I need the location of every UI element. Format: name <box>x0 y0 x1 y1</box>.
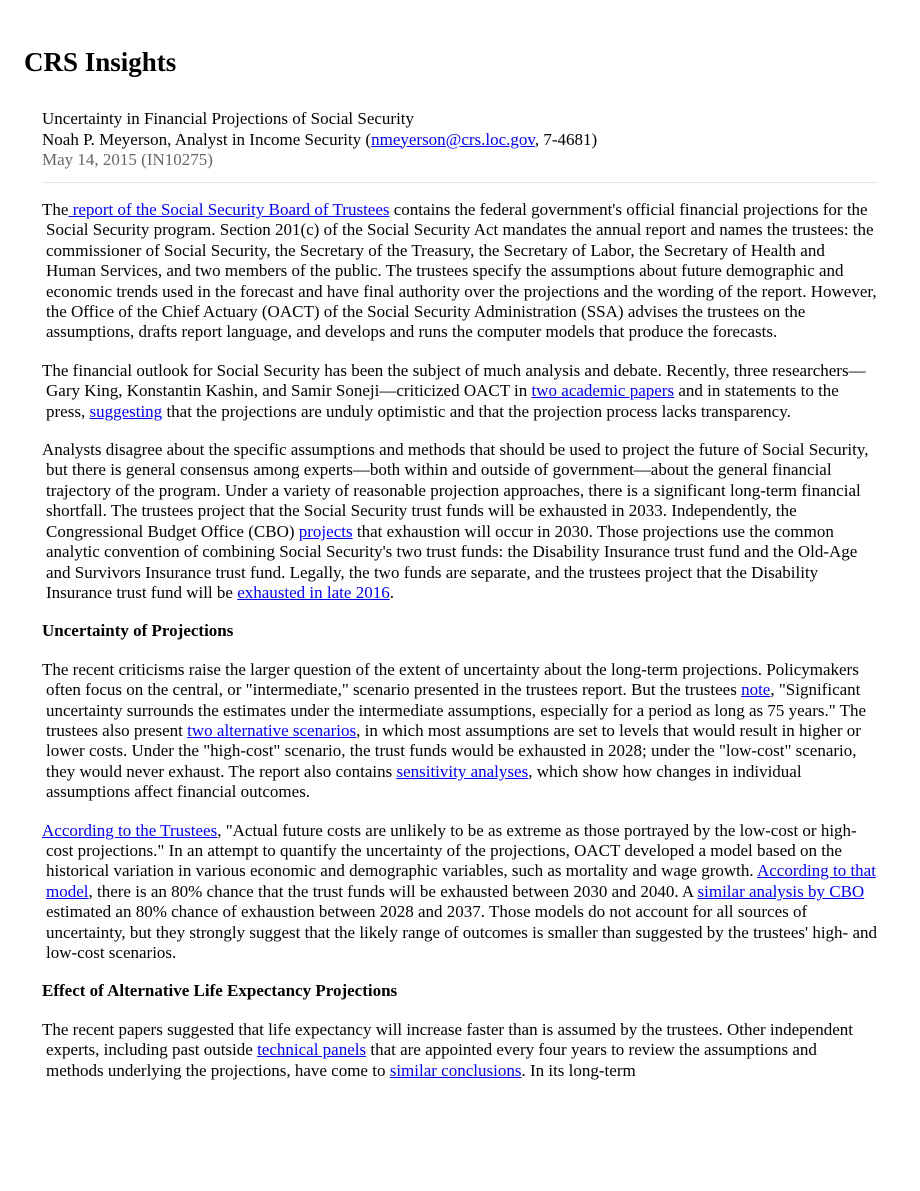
text: that are appointed every four years to review the assumptions and methods underlying the projections, have come to <box>46 1040 817 1080</box>
text: , there is an 80% chance that the trust funds will be exhausted between 2030 and 2040. A <box>88 881 698 901</box>
author-email-link[interactable]: nmeyerson@crs.loc.gov <box>371 129 535 149</box>
article-body <box>42 200 878 1099</box>
link-exhausted-late-2016[interactable]: exhausted in late 2016 <box>237 582 390 602</box>
link-trustees-report[interactable]: report of the Social Security Board of Trustees <box>68 200 390 219</box>
link-technical-panels[interactable]: technical panels <box>257 1040 367 1060</box>
text: Analysts disagree about the specific assumptions and methods that should be used to project the future of Social Security, but there is general consensus among experts—both within and outside of government—about the general financial trajectory of the program. Under a variety of reasonable projection approaches, there is a significant long-term financial shortfall. The trustees project that the Social Security trust funds will be exhausted in 2033. Independently, the Congressional Budget Office (CBO) <box>42 440 869 541</box>
link-two-academic-papers[interactable]: two academic papers <box>531 381 675 401</box>
paragraph-recent-criticisms <box>42 660 878 803</box>
text: , "Actual future costs are unlikely to be as extreme as those portrayed by the low-cost or high-cost projections." In an attempt to quantify the uncertainty of the projections, OACT developed a model based on the historical variation in various economic and demographic variables, such as mortality and wage growth. <box>46 820 857 881</box>
link-according-to-model[interactable]: According to that model <box>46 861 876 901</box>
section-heading-uncertainty: Uncertainty of Projections <box>42 621 234 641</box>
link-sensitivity-analyses[interactable]: sensitivity analyses <box>396 761 529 781</box>
article-header <box>42 109 878 171</box>
text: The recent papers suggested that life expectancy will increase faster than is assumed by the trustees. Other independent experts, including past outside <box>42 1019 853 1060</box>
paragraph-financial-outlook <box>42 361 878 422</box>
text: , "Significant uncertainty surrounds the estimates under the intermediate assumptions, especially for a period as long as 75 years." The trustees also present <box>46 680 867 740</box>
header-divider <box>42 182 878 183</box>
paragraph-life-expectancy <box>42 1020 878 1081</box>
link-similar-analysis-cbo[interactable]: similar analysis by CBO <box>697 881 865 901</box>
text: estimated an 80% chance of exhaustion between 2028 and 2037. Those models do not account for all sources of uncertainty, but they strongly suggest that the likely range of outcomes is smaller than suggested by the trustees' high- and low-cost scenarios. <box>46 902 877 962</box>
link-suggesting[interactable]: suggesting <box>89 401 163 421</box>
text: that the projections are unduly optimistic and that the projection process lacks transparency. <box>162 401 791 421</box>
author-name: Noah P. Meyerson, Analyst in Income Security ( <box>42 129 372 149</box>
link-projects[interactable]: projects <box>298 521 353 541</box>
paragraph-trustees-report <box>42 200 878 343</box>
paragraph-according-to-trustees <box>42 821 878 964</box>
text: contains the federal government's official financial projections for the Social Security program. Section 201(c) of the Social Security Act mandates the annual report and names the trustees: the commissioner of Social Security, the Secretary of the Treasury, the Secretary of Labor, the Secretary of Health and Human Services, and two members of the public. The trustees specify the assumptions about future demographic and economic trends used in the forecast and have final authority over the projections and the wording of the report. However, the Office of the Chief Actuary (OACT) of the Social Security Administration (SSA) advises the trustees on the assumptions, drafts report language, and develops and runs the computer models that produce the forecasts. <box>46 200 877 342</box>
text: , in which most assumptions are set to levels that would result in higher or lower costs. Under the "high-cost" scenario, the trust funds would be exhausted in 2028; under the "low-cost" scenario, they would never exhaust. The report also contains <box>46 720 861 781</box>
text: and in statements to the press, <box>46 381 839 421</box>
article-title: Uncertainty in Financial Projections of Social Security <box>42 109 415 128</box>
author-line <box>42 130 878 151</box>
link-note[interactable]: note <box>741 680 771 700</box>
text: . In its long-term <box>521 1060 636 1080</box>
publication-date: May 14, 2015 (IN10275) <box>42 150 213 169</box>
text: The <box>42 200 69 219</box>
link-two-alternative-scenarios[interactable]: two alternative scenarios <box>187 720 357 740</box>
paragraph-analysts-disagree <box>42 440 878 603</box>
link-according-to-trustees[interactable]: According to the Trustees <box>42 820 218 840</box>
page-title: CRS Insights <box>24 47 177 77</box>
text: . <box>389 582 394 602</box>
text: , which show how changes in individual assumptions affect financial outcomes. <box>46 761 802 802</box>
text: The financial outlook for Social Security has been the subject of much analysis and debate. Recently, three researchers—Gary King, Konstantin Kashin, and Samir Soneji—criticized OACT in <box>42 360 866 401</box>
text: that exhaustion will occur in 2030. Those projections use the common analytic convention of combining Social Security's two trust funds: the Disability Insurance trust fund and the Old-Age and Survivors Insurance trust fund. Legally, the two funds are separate, and the trustees project that the Disability Insurance trust fund will be <box>46 521 858 602</box>
section-heading-life-expectancy: Effect of Alternative Life Expectancy Projections <box>42 981 398 1001</box>
link-similar-conclusions[interactable]: similar conclusions <box>389 1060 522 1080</box>
author-phone: , 7-4681) <box>534 129 598 149</box>
text: The recent criticisms raise the larger question of the extent of uncertainty about the long-term projections. Policymakers often focus on the central, or "intermediate," scenario presented in the trustees report. But the trustees <box>42 659 859 700</box>
